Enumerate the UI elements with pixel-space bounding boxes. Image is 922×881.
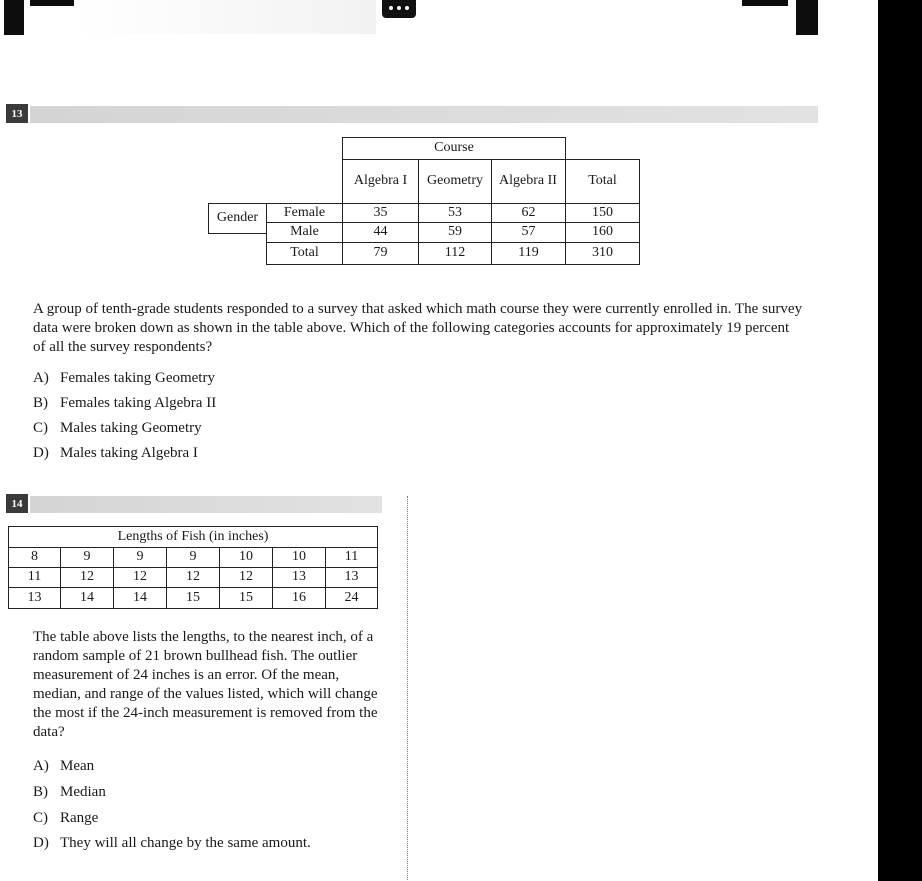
row-label-male: Male <box>290 224 319 240</box>
table-cell: 11 <box>344 549 359 565</box>
table-cell: 12 <box>133 569 147 585</box>
table-cell: 8 <box>31 549 38 565</box>
table-cell: 13 <box>292 569 306 585</box>
table-cell: 24 <box>344 589 359 605</box>
table-cell: 12 <box>80 569 94 585</box>
page-edge-mark-right-top <box>742 0 788 6</box>
table-cell: 150 <box>592 204 613 220</box>
top-shade <box>76 0 376 34</box>
fish-table-title: Lengths of Fish (in inches) <box>117 528 269 544</box>
table-cell: 59 <box>448 224 462 240</box>
answer-choice-a[interactable]: A) Females taking Geometry <box>33 370 215 386</box>
gender-label: Gender <box>216 210 259 226</box>
top-strip <box>0 0 820 36</box>
table-cell: 15 <box>239 589 253 605</box>
table-cell: 10 <box>292 549 306 565</box>
question-13-header <box>6 104 818 123</box>
answer-choice-a[interactable]: A) Mean <box>33 758 95 774</box>
table-cell: 11 <box>27 569 42 585</box>
col-header-algebra-2: Algebra II <box>499 173 557 189</box>
answer-choice-c[interactable]: C) Males taking Geometry <box>33 420 202 436</box>
table-cell: 119 <box>518 245 539 261</box>
answer-choice-d[interactable]: D) They will all change by the same amount. <box>33 835 311 851</box>
col-header-geometry: Geometry <box>427 173 483 189</box>
table-cell: 9 <box>136 549 144 565</box>
row-label-female: Female <box>283 204 326 220</box>
answer-choice-c[interactable]: C) Range <box>33 810 99 826</box>
question-number: 13 <box>6 104 28 123</box>
table-cell: 14 <box>133 589 147 605</box>
answer-choice-b[interactable]: B) Females taking Algebra II <box>33 395 217 411</box>
answer-choice-b[interactable]: B) Median <box>33 784 106 800</box>
grid-dots-icon[interactable] <box>382 0 416 18</box>
table-cell: 160 <box>592 224 613 240</box>
question-14-header <box>6 494 382 513</box>
table-cell: 112 <box>444 245 466 261</box>
table-cell: 13 <box>344 569 359 585</box>
page-edge-mark-right <box>796 0 818 35</box>
col-header-total: Total <box>588 173 617 189</box>
table-cell: 16 <box>292 589 306 605</box>
table-cell: 9 <box>83 549 91 565</box>
table-cell: 12 <box>239 569 253 585</box>
row-label-total: Total <box>290 245 319 261</box>
table-cell: 44 <box>373 224 388 240</box>
table-cell: 13 <box>27 589 42 605</box>
question-header-bar <box>30 106 818 123</box>
fish-lengths-table <box>8 526 378 609</box>
table-cell: 79 <box>373 245 388 261</box>
table-cell: 15 <box>186 589 200 605</box>
question-13-text: A group of tenth-grade students responded to a survey that asked which math course they were currently enrolled in. The survey data were broken down as shown in the table above. Which of the following categories accounts for approximately 19 percent of all the survey respondents? <box>33 301 803 355</box>
course-gender-table <box>208 137 640 267</box>
right-edge-strip <box>878 0 922 881</box>
question-number: 14 <box>6 494 28 513</box>
table-cell: 35 <box>373 204 388 220</box>
table-cell: 14 <box>80 589 94 605</box>
table-cell: 57 <box>521 224 536 240</box>
answer-choice-d[interactable]: D) Males taking Algebra I <box>33 445 198 461</box>
table-cell: 10 <box>239 549 253 565</box>
column-divider <box>407 496 408 880</box>
col-header-algebra-1: Algebra I <box>353 173 408 189</box>
page-edge-mark-left <box>4 0 24 35</box>
table-cell: 62 <box>521 204 536 220</box>
table-cell: 310 <box>592 245 613 261</box>
question-14-text: The table above lists the lengths, to the nearest inch, of a random sample of 21 brown bullhead fish. The outlier measurement of 24 inches is an error. Of the mean, median, and range of the values listed, which will change the most if the 24-inch measurement is removed from the data? <box>33 629 378 740</box>
page-edge-mark-left-top <box>30 0 74 6</box>
table-cell: 9 <box>189 549 197 565</box>
question-header-bar <box>30 496 382 513</box>
table-cell: 12 <box>186 569 200 585</box>
course-header: Course <box>434 140 474 156</box>
table-cell: 53 <box>448 204 462 220</box>
